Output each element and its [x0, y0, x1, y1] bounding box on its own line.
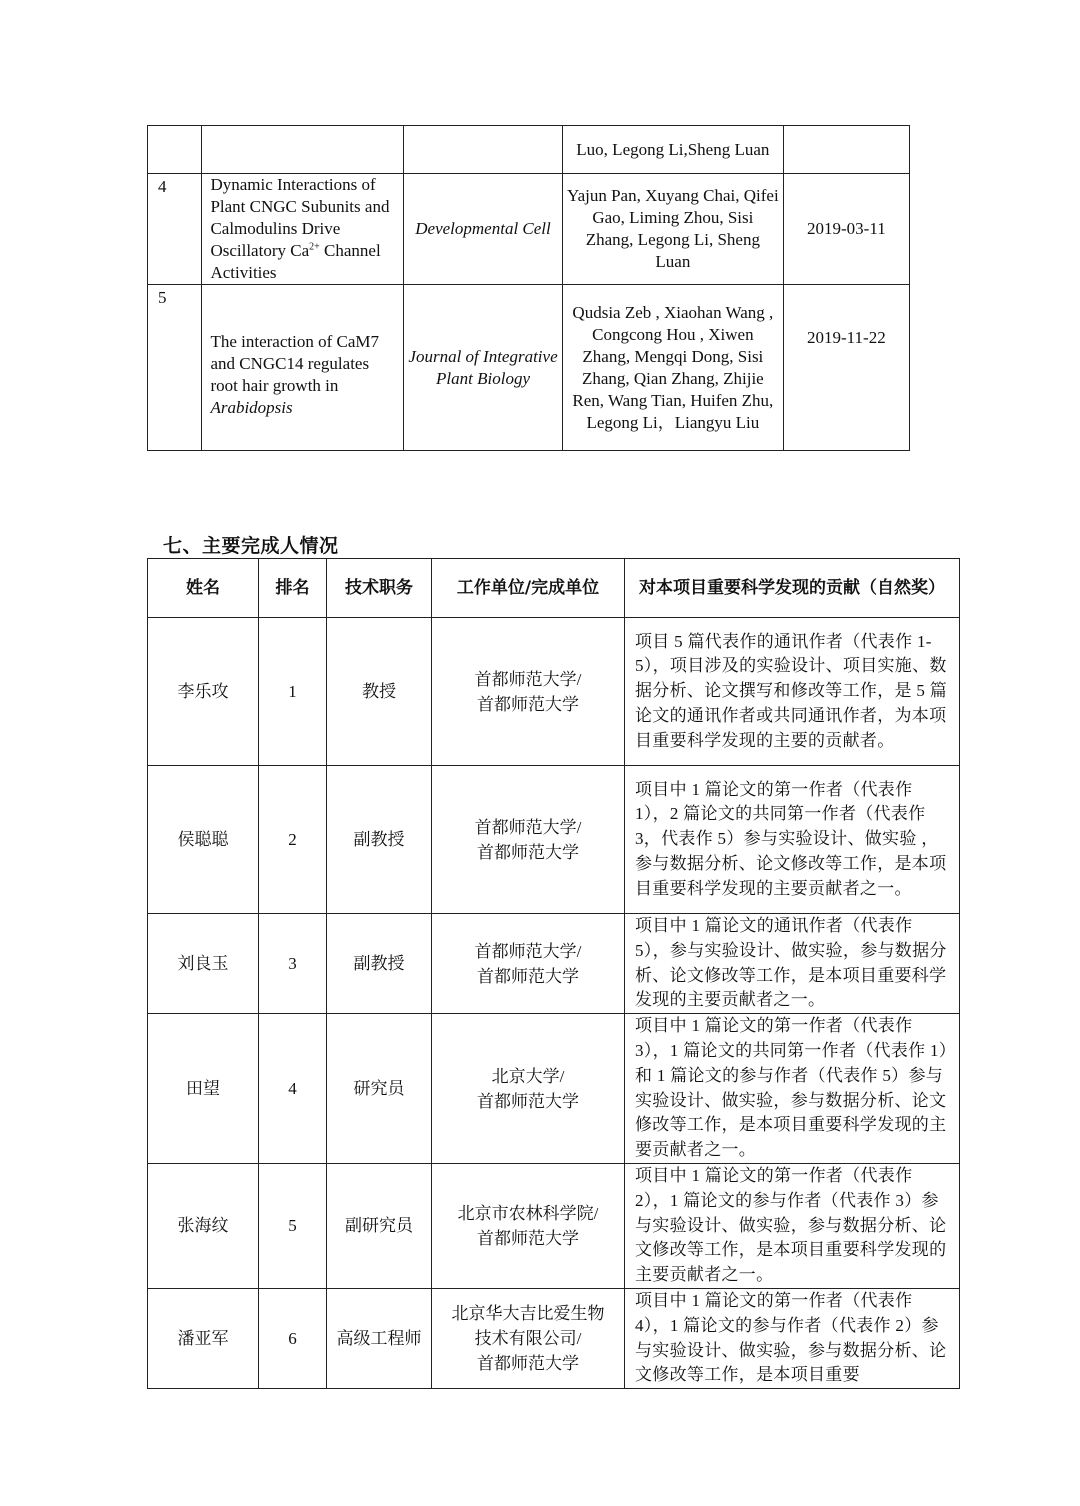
header-name: 姓名	[148, 559, 259, 618]
person-rank: 2	[259, 766, 327, 914]
unit-line: 首都师范大学	[477, 1354, 579, 1374]
journal-cell	[404, 126, 563, 174]
paper-title-text: Channel Activities	[210, 241, 381, 282]
person-name: 潘亚军	[148, 1288, 259, 1388]
header-contribution: 对本项目重要科学发现的贡献（自然奖）	[625, 559, 960, 618]
person-rank: 5	[259, 1163, 327, 1288]
table-header-row	[148, 559, 960, 618]
person-unit	[432, 914, 625, 1014]
person-title: 高级工程师	[327, 1288, 432, 1388]
table-row	[148, 1288, 960, 1388]
section-title: 七、主要完成人情况	[163, 535, 339, 557]
person-title: 副教授	[327, 914, 432, 1014]
publications-table	[147, 125, 910, 451]
header-title: 技术职务	[327, 559, 432, 618]
paper-title-italic: Arabidopsis	[210, 397, 293, 417]
date-cell	[783, 126, 909, 174]
journal-cell: Developmental Cell	[404, 174, 563, 285]
person-name: 刘良玉	[148, 914, 259, 1014]
person-title: 教授	[327, 618, 432, 766]
person-rank: 4	[259, 1014, 327, 1164]
date-cell: 2019-11-22	[783, 285, 909, 451]
person-rank: 6	[259, 1288, 327, 1388]
unit-line: 首都师范大学	[477, 842, 579, 862]
person-contribution: 项目中 1 篇论文的第一作者（代表作 3），1 篇论文的共同第一作者（代表作 1）和 1 篇论文的参与作者（代表作 5）参与实验设计、做实验，参与数据分析、论文修改等工作，是本项目重要科学发现的主要贡献者之一。	[625, 1014, 960, 1164]
person-contribution: 项目 5 篇代表作的通讯作者（代表作 1-5），项目涉及的实验设计、项目实施、数据分析、论文撰写和修改等工作，是 5 篇论文的通讯作者或共同通讯作者，为本项目重要科学发现的主要的贡献者。	[625, 618, 960, 766]
unit-line: 首都师范大学	[477, 966, 579, 986]
table-row	[148, 1014, 960, 1164]
header-unit: 工作单位/完成单位	[432, 559, 625, 618]
people-table	[147, 558, 960, 1389]
row-number-cell: 5	[148, 285, 202, 451]
unit-line: 技术有限公司/	[474, 1329, 582, 1349]
person-title: 副研究员	[327, 1163, 432, 1288]
person-name: 侯聪聪	[148, 766, 259, 914]
person-title: 研究员	[327, 1014, 432, 1164]
paper-title-text: Dynamic Interactions of Plant CNGC Subunits and Calmodulins Drive Oscillatory Ca	[210, 175, 390, 260]
unit-line: 首都师范大学	[477, 694, 579, 714]
unit-line: 首都师范大学/	[474, 941, 582, 961]
person-unit	[432, 766, 625, 914]
table-row	[148, 285, 910, 451]
unit-line: 首都师范大学/	[474, 669, 582, 689]
person-unit	[432, 1288, 625, 1388]
authors-cell: Yajun Pan, Xuyang Chai, Qifei Gao, Liming Zhou, Sisi Zhang, Legong Li, Sheng Luan	[562, 174, 783, 285]
person-rank: 1	[259, 618, 327, 766]
date-cell: 2019-03-11	[783, 174, 909, 285]
table-row	[148, 126, 910, 174]
unit-line: 北京大学/	[491, 1066, 565, 1086]
unit-line: 北京市农林科学院/	[457, 1203, 599, 1223]
person-name: 李乐攻	[148, 618, 259, 766]
person-title: 副教授	[327, 766, 432, 914]
unit-line: 北京华大吉比爱生物	[451, 1304, 605, 1324]
row-number-cell: 4	[148, 174, 202, 285]
table-row	[148, 914, 960, 1014]
authors-cell: Luo, Legong Li,Sheng Luan	[562, 126, 783, 174]
row-number-cell	[148, 126, 202, 174]
paper-title-cell	[202, 285, 404, 451]
table-row	[148, 174, 910, 285]
person-name: 张海纹	[148, 1163, 259, 1288]
journal-cell: Journal of Integrative Plant Biology	[404, 285, 563, 451]
authors-cell: Qudsia Zeb , Xiaohan Wang , Congcong Hou , Xiwen Zhang, Mengqi Dong, Sisi Zhang, Qian Zhang, Zhijie Ren, Wang Tian, Huifen Zhu, Legong Li，Liangyu Liu	[562, 285, 783, 451]
person-rank: 3	[259, 914, 327, 1014]
paper-title-cell	[202, 174, 404, 285]
paper-title-text: The interaction of CaM7 and CNGC14 regulates root hair growth in	[210, 331, 379, 395]
person-contribution: 项目中 1 篇论文的通讯作者（代表作 5），参与实验设计、做实验，参与数据分析、论文修改等工作，是本项目重要科学发现的主要贡献者之一。	[625, 914, 960, 1014]
unit-line: 首都师范大学/	[474, 817, 582, 837]
unit-line: 首都师范大学	[477, 1228, 579, 1248]
paper-title-cell	[202, 126, 404, 174]
superscript: 2+	[309, 241, 320, 253]
table-row	[148, 618, 960, 766]
person-unit	[432, 1014, 625, 1164]
person-unit	[432, 1163, 625, 1288]
table-row	[148, 1163, 960, 1288]
header-rank: 排名	[259, 559, 327, 618]
table-row	[148, 766, 960, 914]
unit-line: 首都师范大学	[477, 1091, 579, 1111]
person-contribution: 项目中 1 篇论文的第一作者（代表作 2），1 篇论文的参与作者（代表作 3）参与实验设计、做实验，参与数据分析、论文修改等工作，是本项目重要科学发现的主要贡献者之一。	[625, 1163, 960, 1288]
person-name: 田望	[148, 1014, 259, 1164]
person-contribution: 项目中 1 篇论文的第一作者（代表作 4），1 篇论文的参与作者（代表作 2）参与实验设计、做实验，参与数据分析、论文修改等工作，是本项目重要	[625, 1288, 960, 1388]
person-contribution: 项目中 1 篇论文的第一作者（代表作 1），2 篇论文的共同第一作者（代表作 3，代表作 5）参与实验设计、做实验 ，参与数据分析、论文修改等工作，是本项目重要科学发现的主要贡献者之一。	[625, 766, 960, 914]
person-unit	[432, 618, 625, 766]
